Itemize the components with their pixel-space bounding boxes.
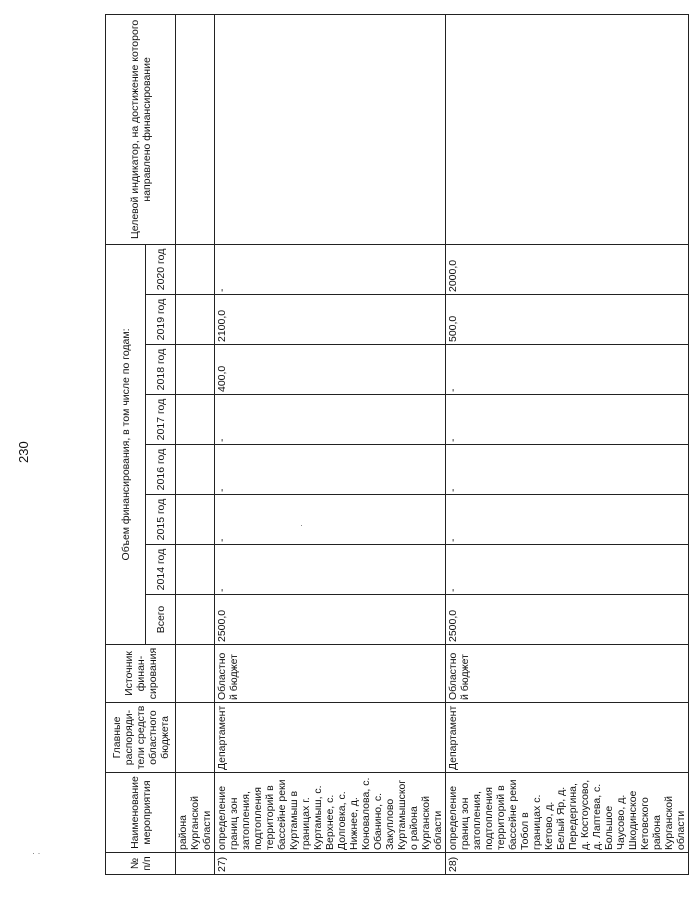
cell-year-2020: 2000,0 — [446, 244, 689, 294]
cell-year-2020: - — [215, 244, 446, 294]
cell-year-2014 — [176, 545, 215, 595]
header-volume-group: Объем финансирования, в том числе по годам: — [106, 244, 146, 644]
cell-manager: Департамент — [215, 703, 446, 773]
cell-year-2019 — [176, 295, 215, 345]
cell-target — [446, 14, 689, 244]
cell-year-2017: - — [446, 395, 689, 445]
cell-year-2015: - — [446, 495, 689, 545]
header-year-2014: 2014 год — [146, 545, 176, 595]
header-year-2019: 2019 год — [146, 295, 176, 345]
cell-target — [176, 14, 215, 244]
cell-year-2019: 2100,0 — [215, 295, 446, 345]
header-row-1 — [106, 14, 146, 874]
stray-mark-left: · · — [32, 848, 41, 858]
cell-no — [176, 853, 215, 875]
header-year-2017: 2017 год — [146, 395, 176, 445]
cell-year-2019: 500,0 — [446, 295, 689, 345]
cell-name: определение границ зон затопления, подтопления территорий в бассейне реки Куртамыш в границах г. Куртамыш, с. Верхнее, с. Долговка, с. Нижнее, д. Коноваловa, с. Обанино, с. Закуплово Куртамышского района Курганской области — [215, 773, 446, 853]
financing-table — [105, 14, 689, 875]
header-year-2018: 2018 год — [146, 345, 176, 395]
cell-year-2014: - — [215, 545, 446, 595]
cell-year-2014: - — [446, 545, 689, 595]
cell-no: 28) — [446, 853, 689, 875]
table-row — [176, 14, 215, 874]
cell-year-2015 — [176, 495, 215, 545]
cell-name: определение границ зон затопления, подтопления территорий в бассейне реки Тобол в границах с. Кетово, д. Белый Яр, д. Передергина, д. Костоусово, д. Лаптева, с. Большое Чаусово, д. Шкодинское Кетовского района Курганской области — [446, 773, 689, 853]
cell-total: 2500,0 — [446, 595, 689, 645]
header-no: № п/п — [106, 853, 176, 875]
cell-source: Областной бюджет — [446, 645, 689, 703]
cell-year-2017 — [176, 395, 215, 445]
cell-year-2018 — [176, 345, 215, 395]
cell-year-2020 — [176, 244, 215, 294]
cell-source: Областной бюджет — [215, 645, 446, 703]
cell-total — [176, 595, 215, 645]
cell-year-2018: 400,0 — [215, 345, 446, 395]
cell-year-2016: - — [215, 445, 446, 495]
cell-year-2015: - — [215, 495, 446, 545]
cell-no: 27) — [215, 853, 446, 875]
cell-manager — [176, 703, 215, 773]
header-source: Источник финан-сирования — [106, 645, 176, 703]
page-number: 230 — [16, 441, 31, 463]
stray-mark-top: · — [300, 520, 303, 530]
header-name: Наименование мероприятия — [106, 773, 176, 853]
header-total: Всего — [146, 595, 176, 645]
header-manager: Главные распоряди-тели средств областного бюджета — [106, 703, 176, 773]
cell-year-2016 — [176, 445, 215, 495]
cell-year-2017: - — [215, 395, 446, 445]
cell-manager: Департамент — [446, 703, 689, 773]
header-year-2016: 2016 год — [146, 445, 176, 495]
table-row — [446, 14, 689, 874]
cell-name: района Курганской области — [176, 773, 215, 853]
cell-total: 2500,0 — [215, 595, 446, 645]
table-row — [215, 14, 446, 874]
header-year-2020: 2020 год — [146, 244, 176, 294]
cell-year-2016: - — [446, 445, 689, 495]
cell-year-2018: - — [446, 345, 689, 395]
header-year-2015: 2015 год — [146, 495, 176, 545]
cell-target — [215, 14, 446, 244]
header-target: Целевой индикатор, на достижение которого направлено финансирование — [106, 14, 176, 244]
cell-source — [176, 645, 215, 703]
